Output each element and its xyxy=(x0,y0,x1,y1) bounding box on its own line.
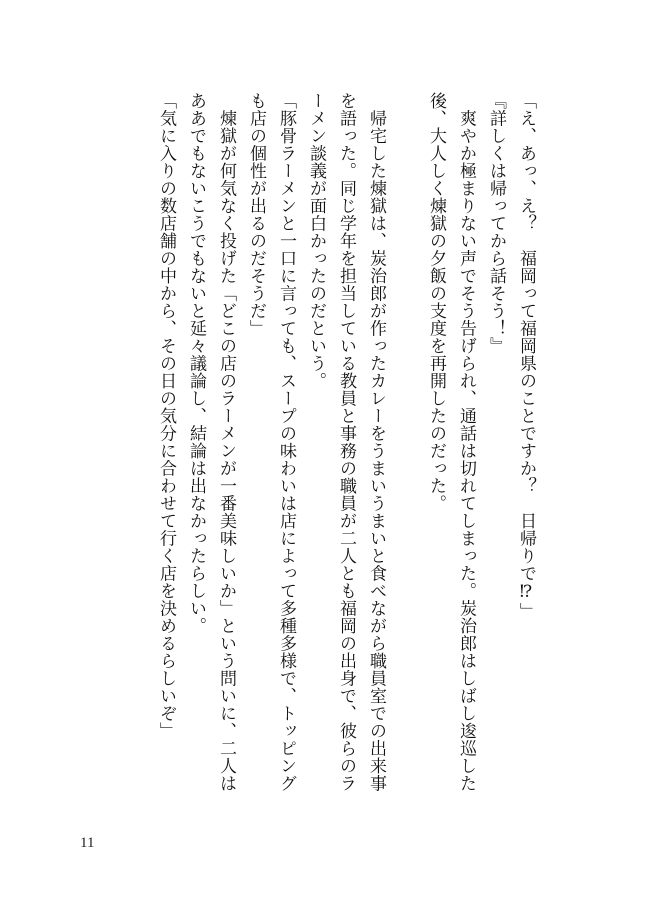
paragraph: 「豚骨ラーメンと一口に言っても、スープの味わいは店によって多種多様で、トッピングも店の個性が出るのだそうだ」 xyxy=(246,92,296,792)
paragraph: 煉獄が何気なく投げた「どこの店のラーメンが一番美味しいか」という問いに、二人はああでもないこうでもないと延々議論し、結論は出なかったらしい。 xyxy=(186,92,236,792)
paragraph: 帰宅した煉獄は、炭治郎が作ったカレーをうまいうまいと食べながら職員室での出来事を語った。同じ学年を担当している教員と事務の職員が二人とも福岡の出身で、彼らのラーメン談義が面白かったのだという。 xyxy=(306,92,386,792)
paragraph: 『詳しくは帰ってから話そう！』 xyxy=(486,92,506,355)
paragraph: 爽やか極まりない声でそう告げられ、通話は切れてしまった。炭治郎はしばし逡巡した後、大人しく煉獄の夕飯の支度を再開したのだった。 xyxy=(426,92,476,792)
paragraph: 「気に入りの数店舗の中から、その日の気分に合わせて行く店を決めるらしいぞ」 xyxy=(156,92,176,740)
paragraph: 「え、あっ、え？ 福岡って福岡県のことですか？ 日帰りで⁉」 xyxy=(516,92,536,620)
section-break xyxy=(391,92,421,792)
page-number: 11 xyxy=(80,835,95,851)
vertical-text-block xyxy=(151,92,541,792)
